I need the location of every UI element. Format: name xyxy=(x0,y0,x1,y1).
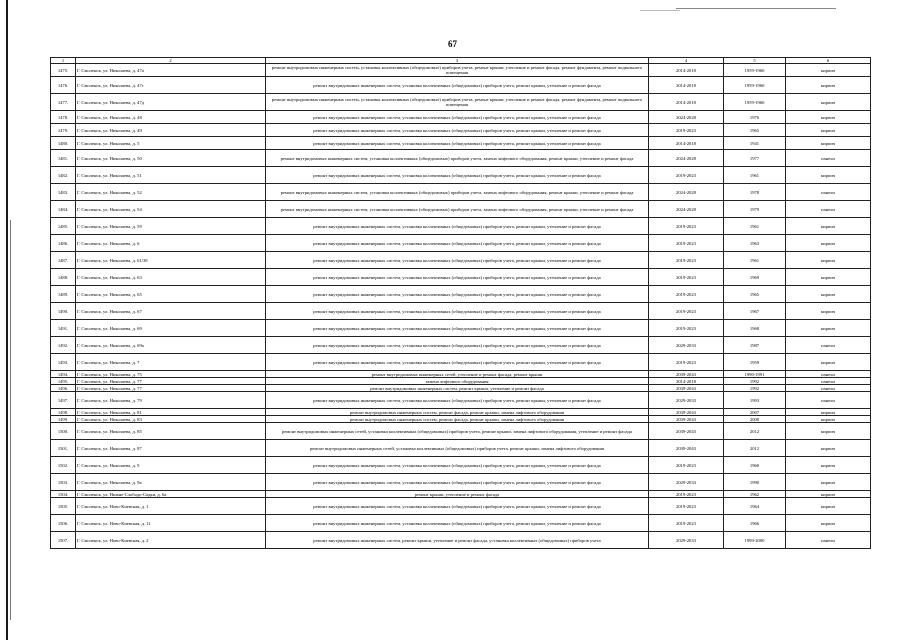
material-cell: кирпич xyxy=(786,498,871,515)
row-number: 1476. xyxy=(51,77,76,94)
works-cell: ремонт внутридомовых инженерных систем, ремонт крыши, утепление и ремонт фасада xyxy=(266,385,649,392)
works-cell: ремонт внутридомовых инженерных систем, установка коллективных (общедомовых) приборов учета, ремонт крыши, утепление и ремонт фасада xyxy=(266,235,649,252)
column-header: 1 xyxy=(51,58,76,64)
row-number: 1496. xyxy=(51,385,76,392)
period-cell: 2039-2043 xyxy=(649,409,724,416)
table-row xyxy=(51,137,871,150)
row-number: 1501. xyxy=(51,440,76,457)
year-cell: 1978 xyxy=(724,184,786,201)
table-row xyxy=(51,235,871,252)
works-cell: ремонт внутридомовых инженерных систем, установка коллективных (общедомовых) приборов учета, ремонт крыши, утепление и ремонт фасада xyxy=(266,124,649,137)
table-row xyxy=(51,167,871,184)
year-cell: 1976 xyxy=(724,111,786,124)
address-cell: Г. Смоленск, ул. Николаева, д. 69а xyxy=(76,337,266,354)
period-cell: 2024-2028 xyxy=(649,201,724,218)
table-row xyxy=(51,303,871,320)
table-row xyxy=(51,515,871,532)
period-cell: 2014-2018 xyxy=(649,77,724,94)
year-cell: 1960 xyxy=(724,457,786,474)
material-cell: кирпич xyxy=(786,440,871,457)
table-row xyxy=(51,337,871,354)
year-cell: 1959-1960 xyxy=(724,77,786,94)
material-cell: кирпич xyxy=(786,252,871,269)
column-header: 2 xyxy=(76,58,266,64)
address-cell: Г. Смоленск, ул. Николаева, д. 63 xyxy=(76,269,266,286)
year-cell: 2008 xyxy=(724,416,786,423)
material-cell: панели xyxy=(786,392,871,409)
period-cell: 2014-2018 xyxy=(649,94,724,111)
address-cell: Г. Смоленск, ул. Николаева, д. 9 xyxy=(76,457,266,474)
row-number: 1487. xyxy=(51,252,76,269)
works-cell: ремонт внутридомовых инженерных систем, установка коллективных (общедомовых) приборов учета, ремонт крыши, утепление и ремонт фасада xyxy=(266,111,649,124)
period-cell: 2039-2043 xyxy=(649,423,724,440)
works-cell: ремонт внутридомовых инженерных систем, установка коллективных (общедомовых) приборов учета, замена лифтового оборудования, ремонт крыши, утепление и ремонт фасада xyxy=(266,150,649,167)
year-cell: 1977 xyxy=(724,150,786,167)
year-cell: 1961 xyxy=(724,252,786,269)
material-cell: кирпич xyxy=(786,218,871,235)
table-row xyxy=(51,124,871,137)
year-cell: 1993 xyxy=(724,392,786,409)
year-cell: 1959 xyxy=(724,354,786,371)
register-table xyxy=(50,57,871,549)
works-cell: ремонт внутридомовых инженерных систем, установка коллективных (общедомовых) приборов учета, замена лифтового оборудования, ремонт крыши, утепление и ремонт фасада xyxy=(266,184,649,201)
table-row xyxy=(51,385,871,392)
works-cell: ремонт внутридомовых инженерных систем, установка коллективных (общедомовых) приборов учета, ремонт крыши, утепление и ремонт фасада xyxy=(266,474,649,491)
row-number: 1503. xyxy=(51,474,76,491)
works-cell: ремонт внутридомовых инженерных систем, установка коллективных (общедомовых) приборов учета, ремонт крыши, утепление и ремонт фасада xyxy=(266,252,649,269)
year-cell: 2012 xyxy=(724,423,786,440)
works-cell: ремонт внутридомовых инженерных систем, ремонт фасада, ремонт крыши, замена лифтового оборудования xyxy=(266,409,649,416)
row-number: 1507. xyxy=(51,532,76,549)
period-cell: 2019-2023 xyxy=(649,491,724,498)
table-row xyxy=(51,354,871,371)
material-cell: панели xyxy=(786,371,871,378)
period-cell: 2039-2043 xyxy=(649,371,724,378)
material-cell: кирпич xyxy=(786,491,871,498)
works-cell: ремонт крыши, утепление и ремонт фасада xyxy=(266,491,649,498)
table-row xyxy=(51,491,871,498)
table-row xyxy=(51,184,871,201)
works-cell: ремонт внутридомовых инженерных систем, установка коллективных (общедомовых) приборов учета, ремонт крыши, утепление и ремонт фасада xyxy=(266,354,649,371)
address-cell: Г. Смоленск, ул. Николаева, д. 7 xyxy=(76,354,266,371)
material-cell: кирпич xyxy=(786,269,871,286)
material-cell: панели xyxy=(786,150,871,167)
column-header: 3 xyxy=(266,58,649,64)
year-cell: 2007 xyxy=(724,409,786,416)
column-header: 5 xyxy=(724,58,786,64)
address-cell: Г. Смоленск, ул. Николаева, д. 87 xyxy=(76,440,266,457)
row-number: 1477. xyxy=(51,94,76,111)
row-number: 1492. xyxy=(51,337,76,354)
year-cell: 1963 xyxy=(724,235,786,252)
address-cell: Г. Смоленск, ул. Николаева, д. 69 xyxy=(76,320,266,337)
material-cell: панели xyxy=(786,201,871,218)
period-cell: 2024-2028 xyxy=(649,111,724,124)
material-cell: панели xyxy=(786,184,871,201)
table-row xyxy=(51,94,871,111)
row-number: 1481. xyxy=(51,150,76,167)
table-row xyxy=(51,378,871,385)
table-row xyxy=(51,150,871,167)
year-cell: 1999-2000 xyxy=(724,532,786,549)
material-cell: кирпич xyxy=(786,457,871,474)
address-cell: Г. Смоленск, ул. Николаева, д. 54 xyxy=(76,201,266,218)
period-cell: 2019-2023 xyxy=(649,218,724,235)
material-cell: кирпич xyxy=(786,64,871,77)
table-row xyxy=(51,269,871,286)
address-cell: Г. Смоленск, ул. Николаева, д. 9а xyxy=(76,474,266,491)
year-cell: 1962 xyxy=(724,491,786,498)
works-cell: ремонт внутридомовых инженерных систем, установка коллективных (общедомовых) приборов учета, ремонт крыши, утепление и ремонт фасада, ремонт фундамента, ремонт подвального помещения xyxy=(266,64,649,77)
address-cell: Г. Смоленск, ул. Николаева, д. 61/38 xyxy=(76,252,266,269)
scan-artifact-line xyxy=(676,8,836,9)
row-number: 1475. xyxy=(51,64,76,77)
row-number: 1486. xyxy=(51,235,76,252)
material-cell: кирпич xyxy=(786,474,871,491)
address-cell: Г. Смоленск, ул. Николаева, д. 47а xyxy=(76,64,266,77)
material-cell: кирпич xyxy=(786,77,871,94)
row-number: 1479. xyxy=(51,124,76,137)
row-number: 1498. xyxy=(51,409,76,416)
row-number: 1497. xyxy=(51,392,76,409)
table-row xyxy=(51,371,871,378)
material-cell: кирпич xyxy=(786,94,871,111)
period-cell: 2029-2033 xyxy=(649,474,724,491)
year-cell: 1966 xyxy=(724,515,786,532)
material-cell: панели xyxy=(786,532,871,549)
year-cell: 1959-1960 xyxy=(724,94,786,111)
row-number: 1494. xyxy=(51,371,76,378)
works-cell: ремонт внутридомовых инженерных систем, установка коллективных (общедомовых) приборов учета, ремонт крыши, утепление и ремонт фасада xyxy=(266,269,649,286)
row-number: 1502. xyxy=(51,457,76,474)
period-cell: 2039-2043 xyxy=(649,385,724,392)
year-cell: 1959-1960 xyxy=(724,64,786,77)
address-cell: Г. Смоленск, ул. Николаева, д. 47г xyxy=(76,77,266,94)
row-number: 1485. xyxy=(51,218,76,235)
material-cell: кирпич xyxy=(786,286,871,303)
material-cell: кирпич xyxy=(786,167,871,184)
column-header: 4 xyxy=(649,58,724,64)
period-cell: 2019-2023 xyxy=(649,457,724,474)
address-cell: Г. Смоленск, ул. Николаева, д. 77 xyxy=(76,385,266,392)
period-cell: 2019-2023 xyxy=(649,235,724,252)
address-cell: Г. Смоленск, ул. Николаева, д. 50 xyxy=(76,150,266,167)
address-cell: Г. Смоленск, ул. Николаева, д. 65 xyxy=(76,286,266,303)
works-cell: ремонт внутридомовых инженерных систем, установка коллективных (общедомовых) приборов учета, ремонт крыши, утепление и ремонт фасада xyxy=(266,303,649,320)
works-cell: ремонт внутридомовых инженерных систем, установка коллективных (общедомовых) приборов учета, замена лифтового оборудования, ремонт крыши, утепление и ремонт фасада xyxy=(266,201,649,218)
address-cell: Г. Смоленск, ул. Николаева, д. 75 xyxy=(76,371,266,378)
works-cell: ремонт внутридомовых инженерных систем, установка коллективных (общедомовых) приборов учета, ремонт крыши, утепление и ремонт фасада xyxy=(266,320,649,337)
column-header: 6 xyxy=(786,58,871,64)
row-number: 1505. xyxy=(51,498,76,515)
row-number: 1500. xyxy=(51,423,76,440)
scan-edge-inner xyxy=(10,220,11,620)
address-cell: Г. Смоленск, ул. Ново-Киевская, д. 11 xyxy=(76,515,266,532)
works-cell: ремонт внутридомовых инженерных систем, установка коллективных (общедомовых) приборов учета, ремонт крыши, утепление и ремонт фасада xyxy=(266,167,649,184)
period-cell: 2024-2028 xyxy=(649,184,724,201)
address-cell: Г. Смоленск, ул. Николаева, д. 85 xyxy=(76,423,266,440)
period-cell: 2029-2033 xyxy=(649,337,724,354)
year-cell: 1992 xyxy=(724,378,786,385)
material-cell: кирпич xyxy=(786,124,871,137)
period-cell: 2014-2018 xyxy=(649,137,724,150)
row-number: 1490. xyxy=(51,303,76,320)
table-row xyxy=(51,416,871,423)
period-cell: 2019-2023 xyxy=(649,354,724,371)
material-cell: кирпич xyxy=(786,137,871,150)
year-cell: 1968 xyxy=(724,320,786,337)
row-number: 1506. xyxy=(51,515,76,532)
address-cell: Г. Смоленск, ул. Николаева, д. 6 xyxy=(76,235,266,252)
material-cell: кирпич xyxy=(786,320,871,337)
period-cell: 2039-2043 xyxy=(649,440,724,457)
address-cell: Г. Смоленск, ул. Николаева, д. 52 xyxy=(76,184,266,201)
works-cell: ремонт внутридомовых инженерных систем, установка коллективных (общедомовых) приборов учета, ремонт крыши, утепление и ремонт фасада xyxy=(266,337,649,354)
table-row xyxy=(51,423,871,440)
row-number: 1495. xyxy=(51,378,76,385)
table-row xyxy=(51,498,871,515)
works-cell: ремонт внутридомовых инженерных систем, установка коллективных (общедомовых) приборов учета, ремонт крыши, утепление и ремонт фасада xyxy=(266,498,649,515)
table-row xyxy=(51,252,871,269)
table-row xyxy=(51,532,871,549)
table-row xyxy=(51,111,871,124)
table-row xyxy=(51,392,871,409)
works-cell: замена лифтового оборудования xyxy=(266,378,649,385)
material-cell: кирпич xyxy=(786,423,871,440)
address-cell: Г. Смоленск, ул. Николаева, д. 79 xyxy=(76,392,266,409)
material-cell: кирпич xyxy=(786,416,871,423)
table-row xyxy=(51,440,871,457)
works-cell: ремонт внутридомовых инженерных систем, установка коллективных (общедомовых) приборов учета, ремонт крыши, утепление и ремонт фасада xyxy=(266,515,649,532)
address-cell: Г. Смоленск, ул. Николаева, д. 5 xyxy=(76,137,266,150)
material-cell: панели xyxy=(786,378,871,385)
year-cell: 1965 xyxy=(724,286,786,303)
works-cell: ремонт внутридомовых инженерных сетей, утепление и ремонт фасада, ремонт крыши xyxy=(266,371,649,378)
address-cell: Г. Смоленск, ул. Николаева, д. 81 xyxy=(76,409,266,416)
table-row xyxy=(51,409,871,416)
scan-edge xyxy=(6,0,8,640)
works-cell: ремонт внутридомовых инженерных систем, ремонт крыши, утепление и ремонт фасада, установка коллективных (общедомовых) приборов учета xyxy=(266,532,649,549)
table-row xyxy=(51,201,871,218)
row-number: 1480. xyxy=(51,137,76,150)
address-cell: Г. Смоленск, ул. Николаева, д. 59 xyxy=(76,218,266,235)
works-cell: ремонт внутридомовых инженерных систем, установка коллективных (общедомовых) приборов учета, ремонт крыши, утепление и ремонт фасада xyxy=(266,457,649,474)
material-cell: кирпич xyxy=(786,235,871,252)
material-cell: кирпич xyxy=(786,354,871,371)
year-cell: 1990 xyxy=(724,474,786,491)
table-row xyxy=(51,77,871,94)
row-number: 1489. xyxy=(51,286,76,303)
year-cell: 1941 xyxy=(724,137,786,150)
address-cell: Г. Смоленск, ул. Николаева, д. 48 xyxy=(76,111,266,124)
year-cell: 1961 xyxy=(724,218,786,235)
works-cell: ремонт внутридомовых инженерных систем, установка коллективных (общедомовых) приборов учета, ремонт крыши, утепление и ремонт фасада xyxy=(266,392,649,409)
material-cell: кирпич xyxy=(786,409,871,416)
period-cell: 2019-2023 xyxy=(649,303,724,320)
period-cell: 2019-2023 xyxy=(649,124,724,137)
works-cell: ремонт внутридомовых инженерных систем, ремонт фасада, ремонт крыши, замена лифтового оборудования xyxy=(266,416,649,423)
material-cell: кирпич xyxy=(786,515,871,532)
year-cell: 1967 xyxy=(724,303,786,320)
row-number: 1491. xyxy=(51,320,76,337)
address-cell: Г. Смоленск, ул. Николаева, д. 77 xyxy=(76,378,266,385)
row-number: 1482. xyxy=(51,167,76,184)
address-cell: Г. Смоленск, ул. Николаева, д. 49 xyxy=(76,124,266,137)
page-number: 67 xyxy=(448,39,457,49)
address-cell: Г. Смоленск, ул. Николаева, д. 83 xyxy=(76,416,266,423)
works-cell: ремонт внутридомовых инженерных сетей, установка коллективных (общедомовых) приборов учета, ремонт крыши, замена лифтового оборудования, утепление и ремонт фасада xyxy=(266,423,649,440)
row-number: 1484. xyxy=(51,201,76,218)
address-cell: Г. Смоленск, ул. Николаева, д. 67 xyxy=(76,303,266,320)
period-cell: 2019-2023 xyxy=(649,515,724,532)
table-row xyxy=(51,286,871,303)
period-cell: 2029-2033 xyxy=(649,392,724,409)
material-cell: панели xyxy=(786,385,871,392)
period-cell: 2019-2023 xyxy=(649,269,724,286)
year-cell: 1965 xyxy=(724,124,786,137)
period-cell: 2024-2028 xyxy=(649,150,724,167)
period-cell: 2019-2023 xyxy=(649,167,724,184)
works-cell: ремонт внутридомовых инженерных систем, установка коллективных (общедомовых) приборов учета, ремонт крыши, утепление и ремонт фасада xyxy=(266,137,649,150)
year-cell: 1990-1991 xyxy=(724,371,786,378)
works-cell: ремонт внутридомовых инженерных систем, установка коллективных (общедомовых) приборов учета, ремонт крыши, утепление и ремонт фасада xyxy=(266,218,649,235)
works-cell: ремонт внутридомовых инженерных систем, установка коллективных (общедомовых) приборов учета, ремонт крыши, утепление и ремонт фасада xyxy=(266,286,649,303)
period-cell: 2019-2023 xyxy=(649,320,724,337)
table-row xyxy=(51,457,871,474)
material-cell: кирпич xyxy=(786,111,871,124)
material-cell: кирпич xyxy=(786,303,871,320)
works-cell: ремонт внутридомовых инженерных сетей, установка коллективных (общедомовых) приборов учета, ремонт крыши, замена лифтового оборудования xyxy=(266,440,649,457)
year-cell: 1979 xyxy=(724,201,786,218)
year-cell: 1987 xyxy=(724,337,786,354)
table-row xyxy=(51,320,871,337)
year-cell: 1969 xyxy=(724,269,786,286)
year-cell: 1992 xyxy=(724,385,786,392)
row-number: 1499. xyxy=(51,416,76,423)
row-number: 1488. xyxy=(51,269,76,286)
scan-artifact-line xyxy=(640,10,680,11)
works-cell: ремонт внутридомовых инженерных систем, установка коллективных (общедомовых) приборов учета, ремонт крыши, утепление и ремонт фасада, ремонт фундамента, ремонт подвального помещения xyxy=(266,94,649,111)
address-cell: Г. Смоленск, ул. Ново-Киевская, д. 2 xyxy=(76,532,266,549)
address-cell: Г. Смоленск, ул. Нижне-Слободо-Садки, д. 6а xyxy=(76,491,266,498)
address-cell: Г. Смоленск, ул. Николаева, д. 47д xyxy=(76,94,266,111)
year-cell: 2012 xyxy=(724,440,786,457)
period-cell: 2014-2018 xyxy=(649,64,724,77)
period-cell: 2039-2043 xyxy=(649,416,724,423)
works-cell: ремонт внутридомовых инженерных систем, установка коллективных (общедомовых) приборов учета, ремонт крыши, утепление и ремонт фасада xyxy=(266,77,649,94)
period-cell: 2014-2018 xyxy=(649,378,724,385)
address-cell: Г. Смоленск, ул. Николаева, д. 51 xyxy=(76,167,266,184)
period-cell: 2029-2033 xyxy=(649,532,724,549)
row-number: 1493. xyxy=(51,354,76,371)
table-row xyxy=(51,218,871,235)
period-cell: 2019-2023 xyxy=(649,286,724,303)
row-number: 1483. xyxy=(51,184,76,201)
table-row xyxy=(51,474,871,491)
material-cell: панели xyxy=(786,337,871,354)
row-number: 1504. xyxy=(51,491,76,498)
address-cell: Г. Смоленск, ул. Ново-Киевская, д. 1 xyxy=(76,498,266,515)
period-cell: 2019-2023 xyxy=(649,498,724,515)
year-cell: 1961 xyxy=(724,167,786,184)
year-cell: 1964 xyxy=(724,498,786,515)
period-cell: 2019-2023 xyxy=(649,252,724,269)
row-number: 1478. xyxy=(51,111,76,124)
table-row xyxy=(51,64,871,77)
